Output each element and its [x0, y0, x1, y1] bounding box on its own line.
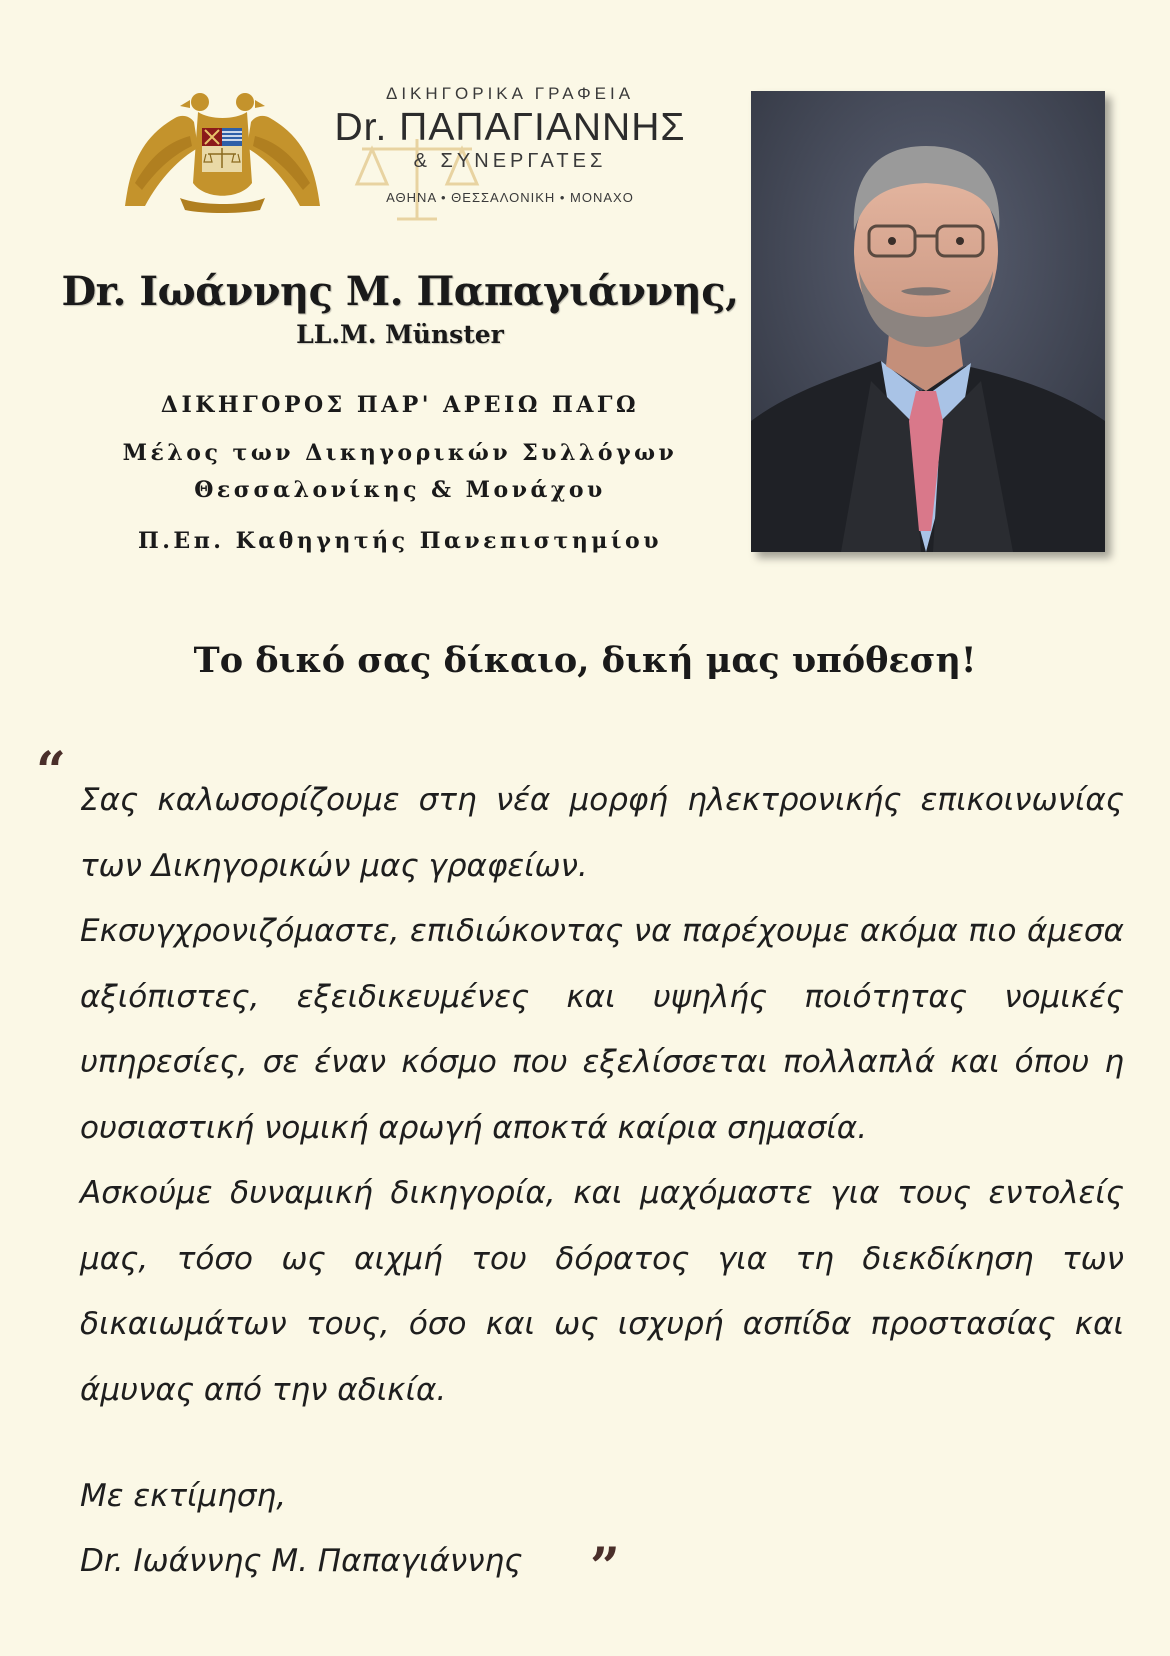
- lawyer-title: ΔΙΚΗΓΟΡΟΣ ΠΑΡ' ΑΡΕΙΩ ΠΑΓΩ: [160, 392, 640, 418]
- close-quote-mark: ”: [590, 1537, 620, 1598]
- signature-name: Dr. Ιωάννης Μ. Παπαγιάννης: [80, 1543, 523, 1579]
- lawyer-name: Dr. Ιωάννης Μ. Παπαγιάννης,: [61, 268, 739, 315]
- logo-firm-name: Dr. ΠΑΠΑΓΙΑΝΝΗΣ: [334, 106, 686, 149]
- membership-line-2: Θεσσαλονίκης & Μονάχου: [194, 477, 606, 503]
- logo-subtitle: & ΣΥΝΕΡΓΑΤΕΣ: [413, 150, 607, 172]
- letter-paragraph-3: Ασκούμε δυναμική δικηγορία, και μαχόμαστε για τους εντολείς μας, τόσο ως αιχμή του δόρατος για τη διεκδίκηση των δικαιωμάτων τους, όσο και ως ισχυρή ασπίδα προστασίας και άμυνας από την αδικία.: [80, 1175, 1124, 1408]
- logo-top-line: ΔΙΚΗΓΟΡΙΚΑ ΓΡΑΦΕΙΑ: [385, 84, 635, 103]
- letter-closing: [80, 1464, 780, 1598]
- professor-line: Π.Επ. Καθηγητής Πανεπιστημίου: [137, 528, 662, 554]
- letter-paragraph-1: Σας καλωσορίζουμε στη νέα μορφή ηλεκτρονικής επικοινωνίας των Δικηγορικών μας γραφείων.: [80, 782, 1124, 884]
- lawyer-portrait-photo: [751, 91, 1105, 552]
- open-quote-mark: “: [36, 741, 66, 802]
- double-headed-eagle-icon: [120, 88, 325, 213]
- letter-paragraph-2: Εκσυγχρονιζόμαστε, επιδιώκοντας να παρέχουμε ακόμα πιο άμεσα αξιόπιστες, εξειδικευμένες και υψηλής ποιότητας νομικές υπηρεσίες, σε έναν κόσμο που εξελίσσεται πολλαπλά και όπου η ουσιαστική νομική αρωγή αποκτά καίρια σημασία.: [80, 913, 1124, 1146]
- welcome-letter-body: [80, 768, 1124, 1423]
- firm-logo: [120, 82, 700, 222]
- lawyer-degree: LL.M. Münster: [296, 320, 504, 349]
- firm-motto: Το δικό σας δίκαιο, δική μας υπόθεση!: [193, 640, 977, 681]
- logo-cities: ΑΘΗΝΑ • ΘΕΣΣΑΛΟΝΙΚΗ • ΜΟΝΑΧΟ: [386, 190, 634, 205]
- membership-line-1: Μέλος των Δικηγορικών Συλλόγων: [122, 440, 678, 466]
- closing-salutation: Με εκτίμηση,: [80, 1478, 287, 1514]
